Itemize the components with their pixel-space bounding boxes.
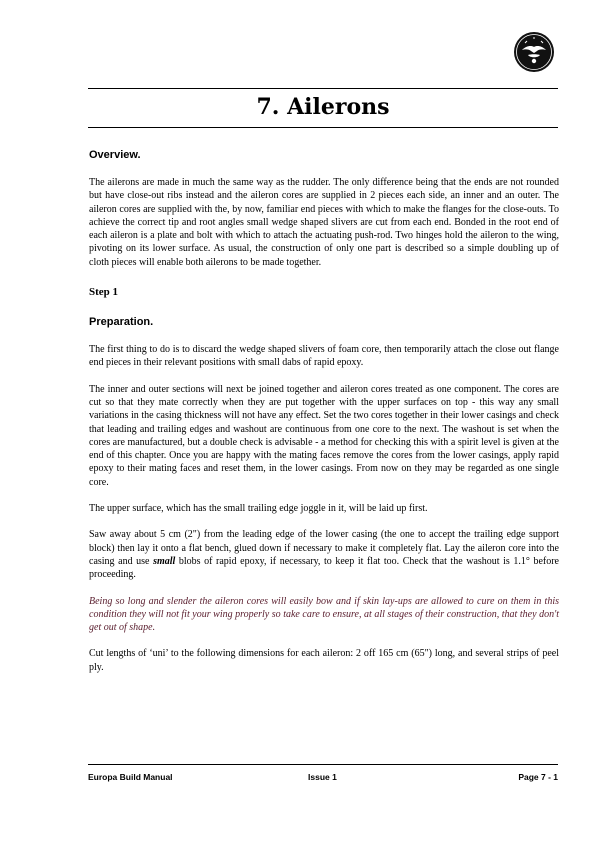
page-body (89, 148, 559, 674)
preparation-heading: Preparation. (89, 316, 154, 329)
paragraph-upper-surface: The upper surface, which has the small trailing edge joggle in it, will be laid up first. (89, 503, 428, 515)
paragraph-saw-casing-end: blobs of rapid epoxy, if necessary, to keep it flat too. Check that the washout is 1.1° before proceeding. (89, 555, 559, 581)
emphasis-small: small (153, 555, 176, 567)
paragraph-saw-casing (89, 528, 559, 581)
overview-paragraph: The ailerons are made in much the same way as the rudder. The only difference being that the ends are not rounded but have close-out ribs instead and the aileron cores are supplied in 2 pieces each side, an inner and an outer. The aileron cores are supplied with the, by now, familiar end pieces with which to make the flanges for the close-outs. To achieve the correct tip and root angles small wedge shaped slivers are cut from each end. Bonded in the root end of each aileron is a plate and bolt with which to attach the actuating push-rod. Two hinges hold the aileron to the wing, pivoting on its lower surface. As usual, the construction of only one part is described so a simple doubling up of cloth pieces will enable both ailerons to be made together. (89, 177, 559, 268)
footer-rule (88, 764, 558, 765)
paragraph-saw-casing-start: Saw away about 5 cm (2") from the leading edge of the lower casing (the one to accept the trailing edge support block) then lay it onto a flat bench, glued down if necessary to make it completely flat. Lay the aileron core into the casing and use (89, 529, 559, 567)
italic-caution-note: Being so long and slender the aileron cores will easily bow and if skin lay-ups are allowed to cure on them in this condition they will not fit your wing properly so take care to ensure, at all stages of their construction, that they don't get out of shape. (89, 595, 559, 634)
footer-manual-title: Europa Build Manual (88, 772, 173, 782)
chapter-title: 7. Ailerons (256, 94, 390, 120)
header-rule-top (88, 88, 558, 89)
paragraph-cut-uni: Cut lengths of ‘uni’ to the following dimensions for each aileron: 2 off 165 cm (65") long, and several strips of peel ply. (89, 648, 559, 673)
paragraph-join-sections: The inner and outer sections will next be joined together and aileron cores treated as one component. The cores are cut so that they mate correctly when they are put together with the upper surfaces on top - this way any small variations in the casing thickness will not have any effect. Set the two cores together in their lower casings and check that leading and trailing edges and washout are continuous from one core to the next. The washout is set when the cores are manufactured, but a double check is advisable - a method for checking this with a spirit level is given at the end of this chapter. Once you are happy with the mating faces remove the cores from the lower casings, apply rapid epoxy to their mating faces and reset them, in the lower casings. From now on they may be regarded as one single core. (89, 383, 559, 488)
europa-logo-icon (513, 31, 555, 73)
overview-heading: Overview. (89, 149, 141, 161)
footer-page-number: Page 7 - 1 (518, 772, 558, 782)
step-label: Step 1 (89, 286, 119, 299)
header-rule-bottom (88, 127, 558, 128)
paragraph-discard-slivers: The first thing to do is to discard the wedge shaped slivers of foam core, then temporarily attach the close out flange end pieces in their relevant positions with small dabs of rapid epoxy. (89, 344, 559, 369)
footer-issue: Issue 1 (308, 772, 337, 782)
